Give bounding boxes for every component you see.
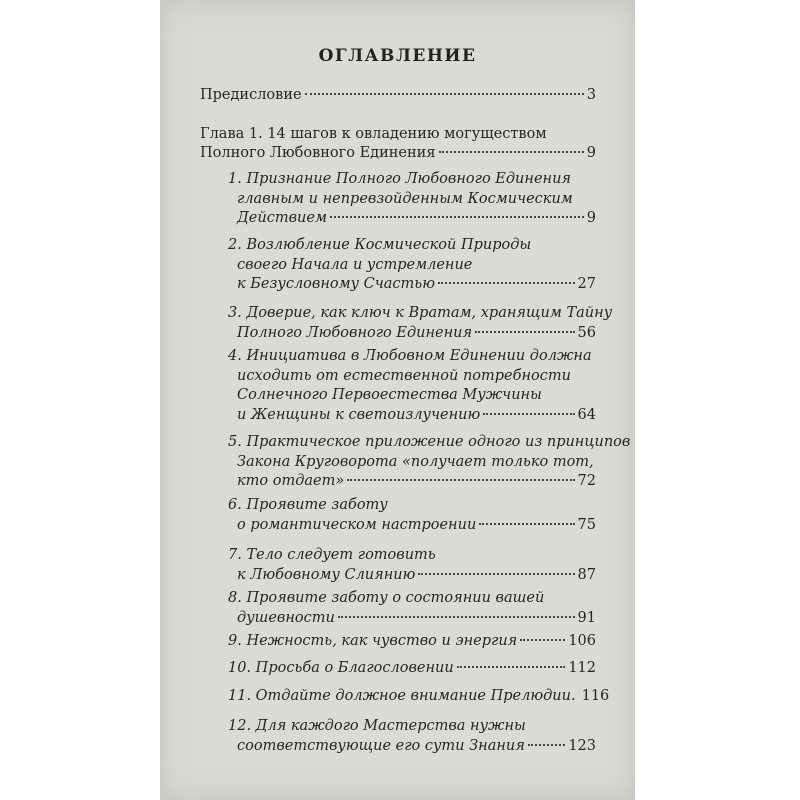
leader-dots: [330, 216, 584, 218]
leader-dots: [483, 413, 574, 415]
entry-line: 5. Практическое приложение одного из принципов: [228, 434, 631, 450]
leader-dots: [439, 151, 584, 153]
entry-label: Действием: [237, 210, 327, 226]
entry-page: 9: [586, 145, 596, 161]
entry-last-line: [228, 633, 596, 649]
entry-line: Глава 1. 14 шагов к овладению могуществом: [200, 126, 547, 142]
leader-dots: [457, 666, 566, 668]
entry-last-line: [228, 688, 610, 704]
entry-line: своего Начала и устремление: [237, 256, 473, 273]
entry-last-line: [237, 473, 596, 489]
entry-label: соответствующие его сути Знания: [237, 737, 525, 754]
entry-label: 9. Нежность, как чувство и энергия: [228, 633, 518, 649]
entry-last-line: [237, 407, 596, 423]
entry-label: кто отдает»: [237, 473, 345, 489]
entry-label: о романтическом настроении: [237, 516, 477, 533]
entry-last-line: [237, 210, 596, 226]
entry-line: 8. Проявите заботу о состоянии вашей: [228, 590, 545, 606]
entry-line: главным и непревзойденным Космическим: [237, 190, 573, 207]
entry-last-line: [200, 145, 596, 161]
entry-page: 72: [577, 473, 596, 489]
entry-page: 3: [586, 87, 596, 103]
entry-page: 27: [577, 276, 596, 292]
entry-label: душевности: [237, 609, 335, 626]
entry-line: 12. Для каждого Мастерства нужны: [228, 718, 526, 734]
entry-last-line: [237, 610, 596, 626]
entry-last-line: [237, 276, 596, 292]
toc-entry-preface[interactable]: [200, 87, 596, 103]
entry-line: 3. Доверие, как ключ к Вратам, хранящим Тайну: [228, 305, 613, 321]
leader-dots: [418, 573, 574, 575]
entry-line: Солнечного Первоестества Мужчины: [237, 387, 542, 403]
entry-page: 91: [577, 609, 596, 626]
leader-dots: [520, 639, 565, 641]
entry-line: 6. Проявите заботу: [228, 497, 388, 513]
entry-label: Полного Любовного Единения: [237, 324, 473, 341]
leader-dots: [438, 282, 575, 284]
leader-dots: [475, 331, 574, 333]
leader-dots: [347, 479, 574, 481]
entry-last-line: [237, 567, 596, 583]
leader-dots: [305, 93, 584, 95]
leader-dots: [338, 616, 575, 618]
entry-line: исходить от естественной потребности: [237, 367, 571, 384]
entry-line: Закона Круговорота «получает только тот,: [237, 453, 594, 470]
book-page: [160, 0, 635, 800]
entry-label: Предисловие: [200, 87, 302, 103]
entry-label: Полного Любовного Единения: [200, 145, 436, 161]
entry-page: 64: [577, 406, 596, 423]
entry-page: 123: [568, 737, 596, 754]
entry-line: 2. Возлюбление Космической Природы: [228, 237, 532, 253]
entry-label: 11. Отдайте должное внимание Прелюдии.: [228, 688, 576, 704]
entry-last-line: [228, 660, 596, 676]
entry-label: и Женщины к светоизлучению: [237, 406, 481, 423]
entry-page: 75: [577, 516, 596, 533]
entry-page: 9: [586, 210, 596, 226]
entry-line: 7. Тело следует готовить: [228, 547, 436, 563]
entry-line: 1. Признание Полного Любовного Единения: [228, 171, 572, 187]
toc-title: ОГЛАВЛЕНИЕ: [318, 46, 477, 66]
entry-label: к Любовному Слиянию: [237, 566, 416, 583]
entry-label: 10. Просьба о Благословении: [228, 660, 454, 676]
entry-last-line: [237, 325, 596, 341]
entry-line: 4. Инициатива в Любовном Единении должна: [228, 348, 592, 364]
entry-last-line: [237, 517, 596, 533]
entry-page: 106: [568, 633, 596, 649]
entry-page: 87: [577, 566, 596, 583]
entry-label: к Безусловному Счастью: [237, 276, 435, 292]
entry-page: 56: [577, 324, 596, 341]
entry-page: 112: [568, 660, 596, 676]
entry-last-line: [237, 738, 596, 754]
leader-dots: [528, 744, 565, 746]
leader-dots: [479, 523, 574, 525]
entry-page: 116: [581, 688, 610, 704]
